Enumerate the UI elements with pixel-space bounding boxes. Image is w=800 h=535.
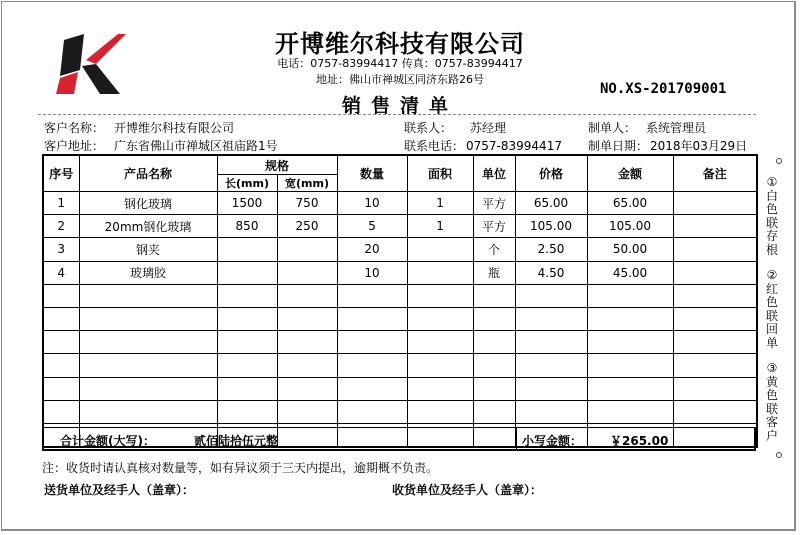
cell-amount: 105.00: [587, 215, 673, 238]
cell-seq: [43, 354, 79, 377]
cell-area: [407, 377, 473, 400]
date-value: 2018年03月29日: [650, 139, 748, 153]
cell-price: [515, 331, 587, 354]
cell-price: 4.50: [515, 261, 587, 284]
copy-label-white: ①白色联存根: [765, 175, 778, 257]
cell-area: [407, 238, 473, 261]
table-row-empty: [43, 331, 757, 354]
cell-length: [217, 261, 277, 284]
binding-hole: [776, 158, 782, 164]
contact-phone-label: 联系电话：: [404, 139, 465, 153]
total-upper-label: 合计金额(大写)：: [60, 434, 155, 448]
cell-remark: [673, 261, 757, 284]
cell-seq: 4: [43, 261, 79, 284]
cell-remark: [673, 238, 757, 261]
cell-area: [407, 307, 473, 330]
cell-amount: [587, 354, 673, 377]
cell-area: [407, 331, 473, 354]
cell-amount: [587, 400, 673, 423]
cell-price: 65.00: [515, 192, 587, 215]
cell-area: [407, 261, 473, 284]
cell-area: 1: [407, 192, 473, 215]
cell-remark: [673, 331, 757, 354]
cell-unit: 平方: [473, 192, 515, 215]
cell-length: [217, 354, 277, 377]
cell-length: [217, 307, 277, 330]
cell-width: [277, 307, 337, 330]
cell-price: 2.50: [515, 238, 587, 261]
cell-unit: 个: [473, 238, 515, 261]
cell-remark: [673, 354, 757, 377]
cell-name: 玻璃胶: [79, 261, 217, 284]
header-name: 产品名称: [79, 155, 217, 192]
cell-width: 750: [277, 192, 337, 215]
total-upper-value: 贰佰陆拾伍元整: [194, 434, 279, 448]
table-row: [43, 192, 757, 215]
items-table-body: [43, 192, 757, 448]
cell-qty: [337, 307, 407, 330]
cell-remark: [673, 377, 757, 400]
cell-length: [217, 238, 277, 261]
customer-address-value: 广东省佛山市禅城区祖庙路1号: [114, 139, 278, 153]
cell-remark: [673, 215, 757, 238]
cell-unit: 平方: [473, 215, 515, 238]
company-contact: 电话：0757-83994417 传真：0757-83994417: [277, 57, 523, 70]
maker-value: 系统管理员: [646, 121, 707, 135]
receiver-signature: 收货单位及经手人（盖章）：: [392, 483, 543, 497]
cell-qty: [337, 400, 407, 423]
date-label: 制单日期：: [588, 139, 649, 153]
cell-name: [79, 400, 217, 423]
items-table: [42, 154, 758, 448]
cell-name: [79, 284, 217, 307]
totals-row: [42, 427, 756, 451]
table-row-empty: [43, 377, 757, 400]
copy-label-yellow: ③黄色联客户: [765, 361, 778, 443]
cell-amount: [587, 284, 673, 307]
contact-person-field: [404, 119, 506, 136]
cell-length: [217, 400, 277, 423]
cell-price: [515, 354, 587, 377]
copy-label-red: ②红色联回单: [765, 268, 778, 350]
header-unit: 单位: [473, 155, 515, 192]
cell-price: 105.00: [515, 215, 587, 238]
cell-length: [217, 331, 277, 354]
table-row: [43, 238, 757, 261]
table-row-empty: [43, 307, 757, 330]
cell-seq: 2: [43, 215, 79, 238]
customer-address-label: 客户地址：: [44, 139, 105, 153]
cell-price: [515, 377, 587, 400]
totals-divider: [516, 428, 517, 449]
cell-name: [79, 307, 217, 330]
table-row-empty: [43, 400, 757, 423]
cell-remark: [673, 307, 757, 330]
cell-seq: 3: [43, 238, 79, 261]
cell-length: 1500: [217, 192, 277, 215]
cell-amount: [587, 307, 673, 330]
cell-amount: 50.00: [587, 238, 673, 261]
table-row: [43, 215, 757, 238]
cell-price: [515, 284, 587, 307]
cell-width: [277, 261, 337, 284]
cell-amount: [587, 331, 673, 354]
cell-name: [79, 331, 217, 354]
table-row-empty: [43, 354, 757, 377]
cell-unit: [473, 307, 515, 330]
cell-seq: 1: [43, 192, 79, 215]
cell-name: [79, 377, 217, 400]
cell-unit: [473, 284, 515, 307]
header-qty: 数量: [337, 155, 407, 192]
cell-name: 钢化玻璃: [79, 192, 217, 215]
cell-name: 钢夹: [79, 238, 217, 261]
document-number: NO.XS-201709001: [600, 81, 727, 97]
company-address: 地址：佛山市禅城区同济东路26号: [316, 73, 484, 86]
cell-price: [515, 307, 587, 330]
cell-width: [277, 284, 337, 307]
cell-width: [277, 238, 337, 261]
cell-length: 850: [217, 215, 277, 238]
customer-name-value: 开博维尔科技有限公司: [114, 121, 235, 135]
company-name: 开博维尔科技有限公司: [275, 29, 525, 58]
maker-label: 制单人：: [588, 121, 637, 135]
table-row: [43, 261, 757, 284]
header-seq: 序号: [43, 155, 79, 192]
cell-seq: [43, 307, 79, 330]
cell-price: [515, 400, 587, 423]
cell-area: [407, 354, 473, 377]
cell-width: [277, 331, 337, 354]
header-length: 长(mm): [217, 175, 277, 192]
customer-name-label: 客户名称：: [44, 121, 105, 135]
cell-width: [277, 354, 337, 377]
cell-seq: [43, 377, 79, 400]
disclaimer-note: 注：收货时请认真核对数量等，如有异议须于三天内提出，逾期概不负责。: [42, 461, 439, 475]
cell-seq: [43, 331, 79, 354]
cell-seq: [43, 284, 79, 307]
sender-signature: 送货单位及经手人（盖章）：: [44, 483, 195, 497]
header-amount: 金额: [587, 155, 673, 192]
cell-qty: 5: [337, 215, 407, 238]
cell-remark: [673, 192, 757, 215]
header-divider: [38, 114, 756, 115]
cell-name: 20mm钢化玻璃: [79, 215, 217, 238]
cell-area: [407, 400, 473, 423]
cell-area: [407, 284, 473, 307]
customer-address-field: [44, 137, 278, 154]
cell-length: [217, 284, 277, 307]
cell-unit: [473, 354, 515, 377]
cell-area: 1: [407, 215, 473, 238]
cell-unit: 瓶: [473, 261, 515, 284]
header-price: 价格: [515, 155, 587, 192]
cell-remark: [673, 400, 757, 423]
cell-qty: [337, 377, 407, 400]
contact-person-value: 苏经理: [470, 121, 507, 135]
cell-unit: [473, 331, 515, 354]
contact-person-label: 联系人：: [404, 121, 453, 135]
cell-width: [277, 400, 337, 423]
date-field: [588, 137, 747, 154]
cell-qty: [337, 331, 407, 354]
cell-length: [217, 377, 277, 400]
header-area: 面积: [407, 155, 473, 192]
document-title: 销售清单: [341, 95, 458, 117]
cell-unit: [473, 400, 515, 423]
cell-amount: [587, 377, 673, 400]
cell-qty: 10: [337, 261, 407, 284]
cell-qty: 20: [337, 238, 407, 261]
cell-qty: [337, 284, 407, 307]
binding-hole: [776, 452, 782, 458]
header-width: 宽(mm): [277, 175, 337, 192]
copy-labels: [763, 176, 781, 455]
customer-name-field: [44, 119, 234, 136]
cell-qty: 10: [337, 192, 407, 215]
cell-qty: [337, 354, 407, 377]
cell-name: [79, 354, 217, 377]
cell-amount: 65.00: [587, 192, 673, 215]
cell-seq: [43, 400, 79, 423]
cell-width: 250: [277, 215, 337, 238]
total-lower-label: 小写金额：: [522, 434, 583, 448]
cell-amount: 45.00: [587, 261, 673, 284]
total-lower-value: ￥265.00: [610, 434, 669, 448]
header-remark: 备注: [673, 155, 757, 192]
maker-field: [588, 119, 706, 136]
cell-remark: [673, 284, 757, 307]
cell-unit: [473, 377, 515, 400]
cell-width: [277, 377, 337, 400]
header-spec: 规格: [217, 155, 337, 175]
company-logo: [56, 30, 128, 98]
table-row-empty: [43, 284, 757, 307]
contact-phone-value: 0757-83994417: [466, 139, 562, 153]
contact-phone-field: [404, 137, 562, 154]
